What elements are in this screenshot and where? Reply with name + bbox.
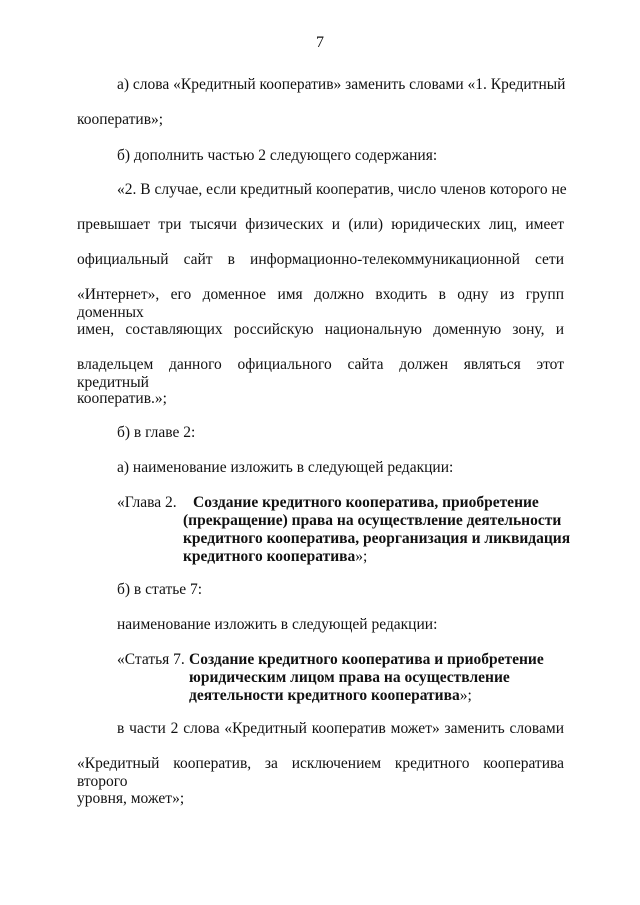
paragraph-line: владельцем данного официального сайта должен являться этот кредитный <box>77 356 564 391</box>
chapter-heading-line: кредитного кооператива <box>183 548 356 565</box>
article-heading-line: Создание кредитного кооператива и приобретение <box>189 651 544 668</box>
paragraph-line: а) слова «Кредитный кооператив» заменить словами «1. Кредитный <box>117 76 566 93</box>
paragraph-line: «Кредитный кооператив, за исключением кредитного кооператива второго <box>77 755 564 790</box>
article-heading <box>189 651 544 705</box>
paragraph-line: официальный сайт в информационно-телекоммуникационной сети <box>77 251 564 268</box>
chapter-heading-line: (прекращение) права на осуществление деятельности <box>183 512 562 529</box>
paragraph-line: «Интернет», его доменное имя должно входить в одну из групп доменных <box>77 286 564 321</box>
chapter-heading-suffix: »; <box>355 548 368 565</box>
paragraph-line: в части 2 слова «Кредитный кооператив может» заменить словами <box>117 720 564 737</box>
chapter-heading-prefix: «Глава 2. <box>117 494 177 511</box>
paragraph-line: б) в статье 7: <box>117 581 203 598</box>
paragraph-line: превышает три тысячи физических и (или) юридических лиц, имеет <box>77 216 564 233</box>
chapter-heading-cont <box>183 512 570 566</box>
chapter-heading-line: кредитного кооператива, реорганизация и ликвидация <box>183 530 571 547</box>
paragraph-line: б) в главе 2: <box>117 424 196 441</box>
article-heading-line: деятельности кредитного кооператива <box>189 687 460 704</box>
paragraph-line: имен, составляющих российскую национальную доменную зону, и <box>77 321 564 338</box>
paragraph-line: наименование изложить в следующей редакции: <box>117 616 438 633</box>
paragraph-line: а) наименование изложить в следующей редакции: <box>117 459 454 476</box>
chapter-heading <box>193 494 539 512</box>
paragraph-line: кооператив»; <box>77 111 164 128</box>
chapter-heading-line: Создание кредитного кооператива, приобретение <box>193 494 539 511</box>
paragraph-line: б) дополнить частью 2 следующего содержания: <box>117 147 438 164</box>
article-heading-prefix: «Статья 7. <box>117 651 185 668</box>
page-number: 7 <box>316 34 324 51</box>
paragraph-line: кооператив.»; <box>77 390 167 407</box>
article-heading-suffix: »; <box>459 687 472 704</box>
paragraph-line: уровня, может»; <box>77 790 185 807</box>
article-heading-line: юридическим лицом права на осуществление <box>189 669 510 686</box>
paragraph-line: «2. В случае, если кредитный кооператив, число членов которого не <box>117 181 567 198</box>
